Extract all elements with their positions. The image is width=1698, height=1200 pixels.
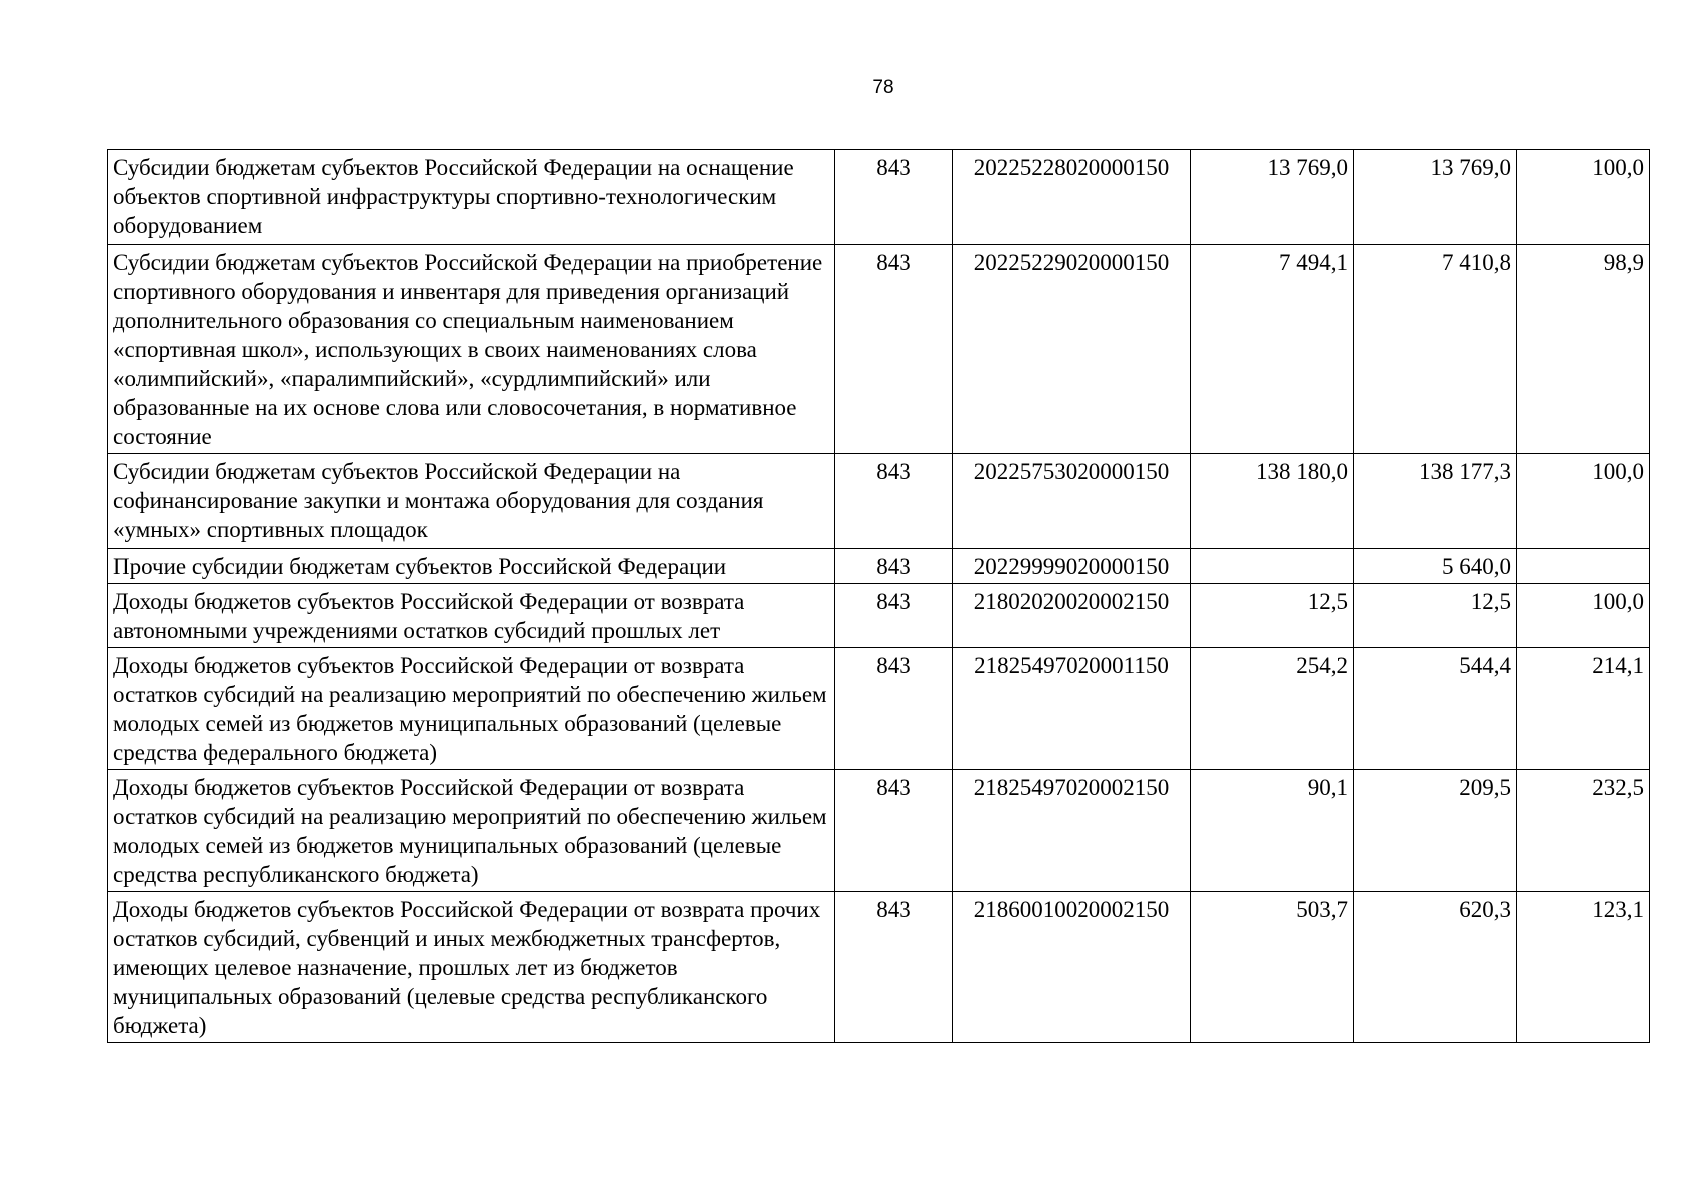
row-name-cell: Доходы бюджетов субъектов Российской Федерации от возврата остатков субсидий на реализацию мероприятий по обеспечению жильем молодых семей из бюджетов муниципальных образований (целевые средства федерального бюджета)	[108, 648, 835, 770]
table-row	[108, 770, 1650, 892]
row-plan-cell: 503,7	[1191, 892, 1354, 1043]
row-name-cell: Субсидии бюджетам субъектов Российской Федерации на оснащение объектов спортивной инфраструктуры спортивно-технологическим оборудованием	[108, 150, 835, 245]
row-percent-cell: 100,0	[1517, 454, 1650, 549]
row-fact-cell: 7 410,8	[1354, 245, 1517, 454]
row-fact-cell: 5 640,0	[1354, 549, 1517, 584]
row-admin-code-cell: 843	[835, 892, 953, 1043]
row-name-cell: Доходы бюджетов субъектов Российской Федерации от возврата остатков субсидий на реализацию мероприятий по обеспечению жильем молодых семей из бюджетов муниципальных образований (целевые средства республиканского бюджета)	[108, 770, 835, 892]
row-fact-cell: 620,3	[1354, 892, 1517, 1043]
row-plan-cell: 138 180,0	[1191, 454, 1354, 549]
row-plan-cell: 12,5	[1191, 584, 1354, 648]
row-name-cell: Субсидии бюджетам субъектов Российской Федерации на приобретение спортивного оборудования и инвентаря для приведения организаций дополнительного образования со специальным наименованием «спортивная школ», использующих в своих наименованиях слова «олимпийский», «паралимпийский», «сурдлимпийский» или образованные на их основе слова или словосочетания, в нормативное состояние	[108, 245, 835, 454]
row-fact-cell: 13 769,0	[1354, 150, 1517, 245]
table-row	[108, 584, 1650, 648]
table-row	[108, 648, 1650, 770]
row-plan-cell: 254,2	[1191, 648, 1354, 770]
row-percent-cell	[1517, 549, 1650, 584]
table-row	[108, 549, 1650, 584]
row-budget-code-cell: 21825497020001150	[953, 648, 1191, 770]
row-plan-cell	[1191, 549, 1354, 584]
row-budget-code-cell: 20225753020000150	[953, 454, 1191, 549]
row-budget-code-cell: 20229999020000150	[953, 549, 1191, 584]
page-number: 78	[872, 77, 894, 98]
table-row	[108, 150, 1650, 245]
row-percent-cell: 123,1	[1517, 892, 1650, 1043]
row-percent-cell: 100,0	[1517, 150, 1650, 245]
row-percent-cell: 232,5	[1517, 770, 1650, 892]
row-admin-code-cell: 843	[835, 648, 953, 770]
row-plan-cell: 7 494,1	[1191, 245, 1354, 454]
row-fact-cell: 138 177,3	[1354, 454, 1517, 549]
row-budget-code-cell: 21802020020002150	[953, 584, 1191, 648]
row-budget-code-cell: 21860010020002150	[953, 892, 1191, 1043]
row-fact-cell: 544,4	[1354, 648, 1517, 770]
row-name-cell: Субсидии бюджетам субъектов Российской Федерации на софинансирование закупки и монтажа оборудования для создания «умных» спортивных площадок	[108, 454, 835, 549]
row-percent-cell: 98,9	[1517, 245, 1650, 454]
row-budget-code-cell: 21825497020002150	[953, 770, 1191, 892]
row-name-cell: Доходы бюджетов субъектов Российской Федерации от возврата автономными учреждениями остатков субсидий прошлых лет	[108, 584, 835, 648]
row-admin-code-cell: 843	[835, 245, 953, 454]
row-percent-cell: 214,1	[1517, 648, 1650, 770]
row-budget-code-cell: 20225228020000150	[953, 150, 1191, 245]
table-row	[108, 454, 1650, 549]
row-budget-code-cell: 20225229020000150	[953, 245, 1191, 454]
revenue-table	[107, 149, 1650, 1043]
row-admin-code-cell: 843	[835, 549, 953, 584]
row-plan-cell: 13 769,0	[1191, 150, 1354, 245]
row-admin-code-cell: 843	[835, 584, 953, 648]
row-fact-cell: 209,5	[1354, 770, 1517, 892]
row-name-cell: Прочие субсидии бюджетам субъектов Российской Федерации	[108, 549, 835, 584]
row-admin-code-cell: 843	[835, 150, 953, 245]
row-admin-code-cell: 843	[835, 454, 953, 549]
row-name-cell: Доходы бюджетов субъектов Российской Федерации от возврата прочих остатков субсидий, субвенций и иных межбюджетных трансфертов, имеющих целевое назначение, прошлых лет из бюджетов муниципальных образований (целевые средства республиканского бюджета)	[108, 892, 835, 1043]
row-fact-cell: 12,5	[1354, 584, 1517, 648]
row-admin-code-cell: 843	[835, 770, 953, 892]
table-row	[108, 245, 1650, 454]
row-percent-cell: 100,0	[1517, 584, 1650, 648]
table-row	[108, 892, 1650, 1043]
row-plan-cell: 90,1	[1191, 770, 1354, 892]
